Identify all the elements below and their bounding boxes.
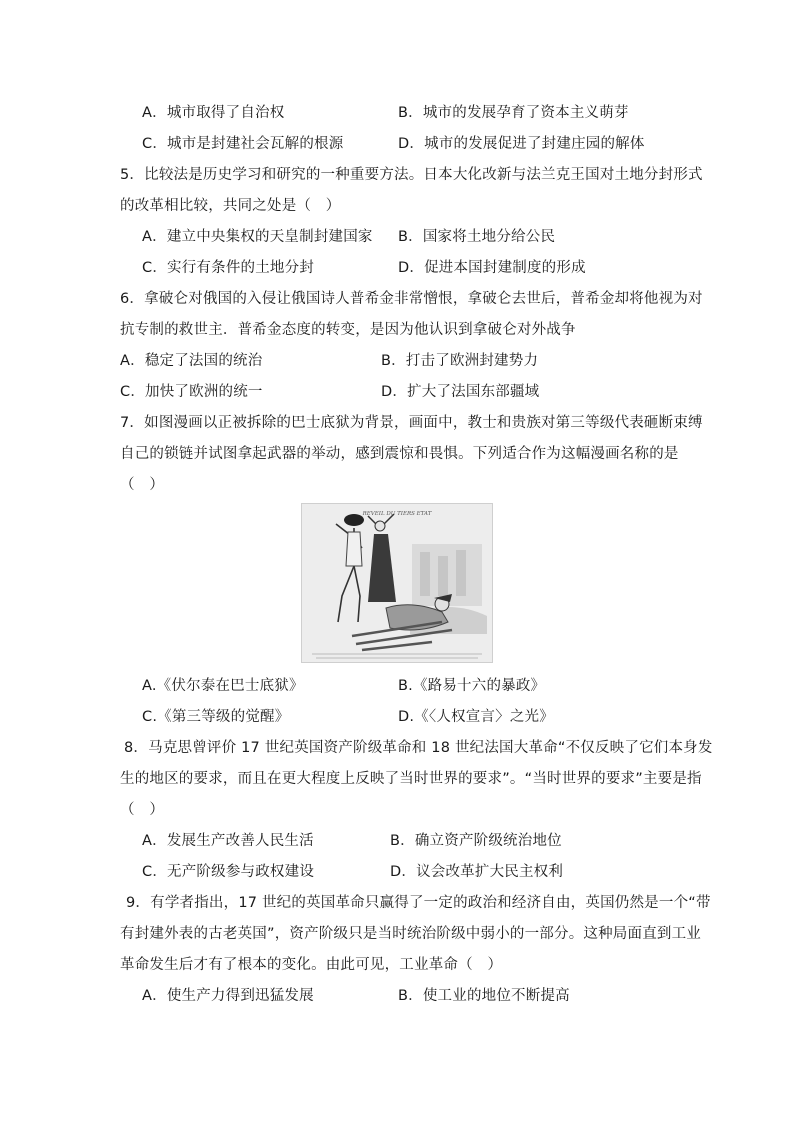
q7-option-d: D.《〈人权宣言〉之光》	[398, 709, 554, 725]
q7-stem-line-2: 自己的锁链并试图拿起武器的举动，感到震惊和畏惧。下列适合作为这幅漫画名称的是	[120, 446, 679, 462]
q7-stem-line-3: （ ）	[120, 477, 165, 493]
q7-option-b: B.《路易十六的暴政》	[398, 678, 546, 694]
q8-stem-line-3: （ ）	[120, 802, 165, 818]
cartoon-illustration	[302, 504, 492, 662]
q9-stem-line-2: 有封建外表的古老英国”，资产阶级只是当时统治阶级中弱小的一部分。这种局面直到工业	[120, 926, 702, 942]
q5-stem-line-2: 的改革相比较，共同之处是（ ）	[120, 198, 341, 214]
q4-option-d: D．城市的发展促进了封建庄园的解体	[398, 136, 645, 152]
q9-option-b: B．使工业的地位不断提高	[398, 988, 570, 1004]
q4-option-c: C．城市是封建社会瓦解的根源	[142, 136, 344, 152]
q9-stem-line-1: 9．有学者指出，17 世纪的英国革命只赢得了一定的政治和经济自由，英国仍然是一个“带	[126, 895, 711, 911]
q9-stem-line-3: 革命发生后才有了根本的变化。由此可见，工业革命（ ）	[120, 957, 503, 973]
q6-option-c: C．加快了欧洲的统一	[120, 384, 263, 400]
q5-stem-line-1: 5．比较法是历史学习和研究的一种重要方法。日本大化改新与法兰克王国对土地分封形式	[120, 167, 703, 183]
q6-option-b: B．打击了欧洲封建势力	[381, 353, 539, 369]
q4-option-b: B．城市的发展孕育了资本主义萌芽	[398, 105, 629, 121]
q8-option-c: C．无产阶级参与政权建设	[142, 864, 315, 880]
q8-stem-line-2: 生的地区的要求，而且在更大程度上反映了当时世界的要求”。“当时世界的要求”主要是指	[120, 771, 702, 787]
q7-option-c: C.《第三等级的觉醒》	[142, 709, 290, 725]
q5-option-b: B．国家将土地分给公民	[398, 229, 556, 245]
q6-option-a: A．稳定了法国的统治	[120, 353, 263, 369]
q5-option-d: D．促进本国封建制度的形成	[398, 260, 586, 276]
q4-option-a: A．城市取得了自治权	[142, 105, 285, 121]
q8-option-b: B．确立资产阶级统治地位	[390, 833, 562, 849]
q5-option-a: A．建立中央集权的天皇制封建国家	[142, 229, 373, 245]
q6-option-d: D．扩大了法国东部疆域	[381, 384, 540, 400]
bastille-cartoon-image	[301, 503, 493, 663]
q7-stem-line-1: 7．如图漫画以正被拆除的巴士底狱为背景，画面中，教士和贵族对第三等级代表砸断束缚	[120, 415, 703, 431]
q6-stem-line-2: 抗专制的救世主．普希金态度的转变，是因为他认识到拿破仑对外战争	[120, 322, 576, 338]
q9-option-a: A．使生产力得到迅猛发展	[142, 988, 314, 1004]
q6-stem-line-1: 6．拿破仑对俄国的入侵让俄国诗人普希金非常憎恨，拿破仑去世后，普希金却将他视为对	[120, 291, 703, 307]
q5-option-c: C．实行有条件的土地分封	[142, 260, 315, 276]
q8-stem-line-1: 8．马克思曾评价 17 世纪英国资产阶级革命和 18 世纪法国大革命“不仅反映了它们本身发	[124, 740, 713, 756]
q8-option-a: A．发展生产改善人民生活	[142, 833, 314, 849]
q7-option-a: A.《伏尔泰在巴士底狱》	[142, 678, 304, 694]
q8-option-d: D．议会改革扩大民主权利	[390, 864, 564, 880]
cartoon-caption: REVEIL DU TIERS ETAT	[362, 511, 432, 517]
